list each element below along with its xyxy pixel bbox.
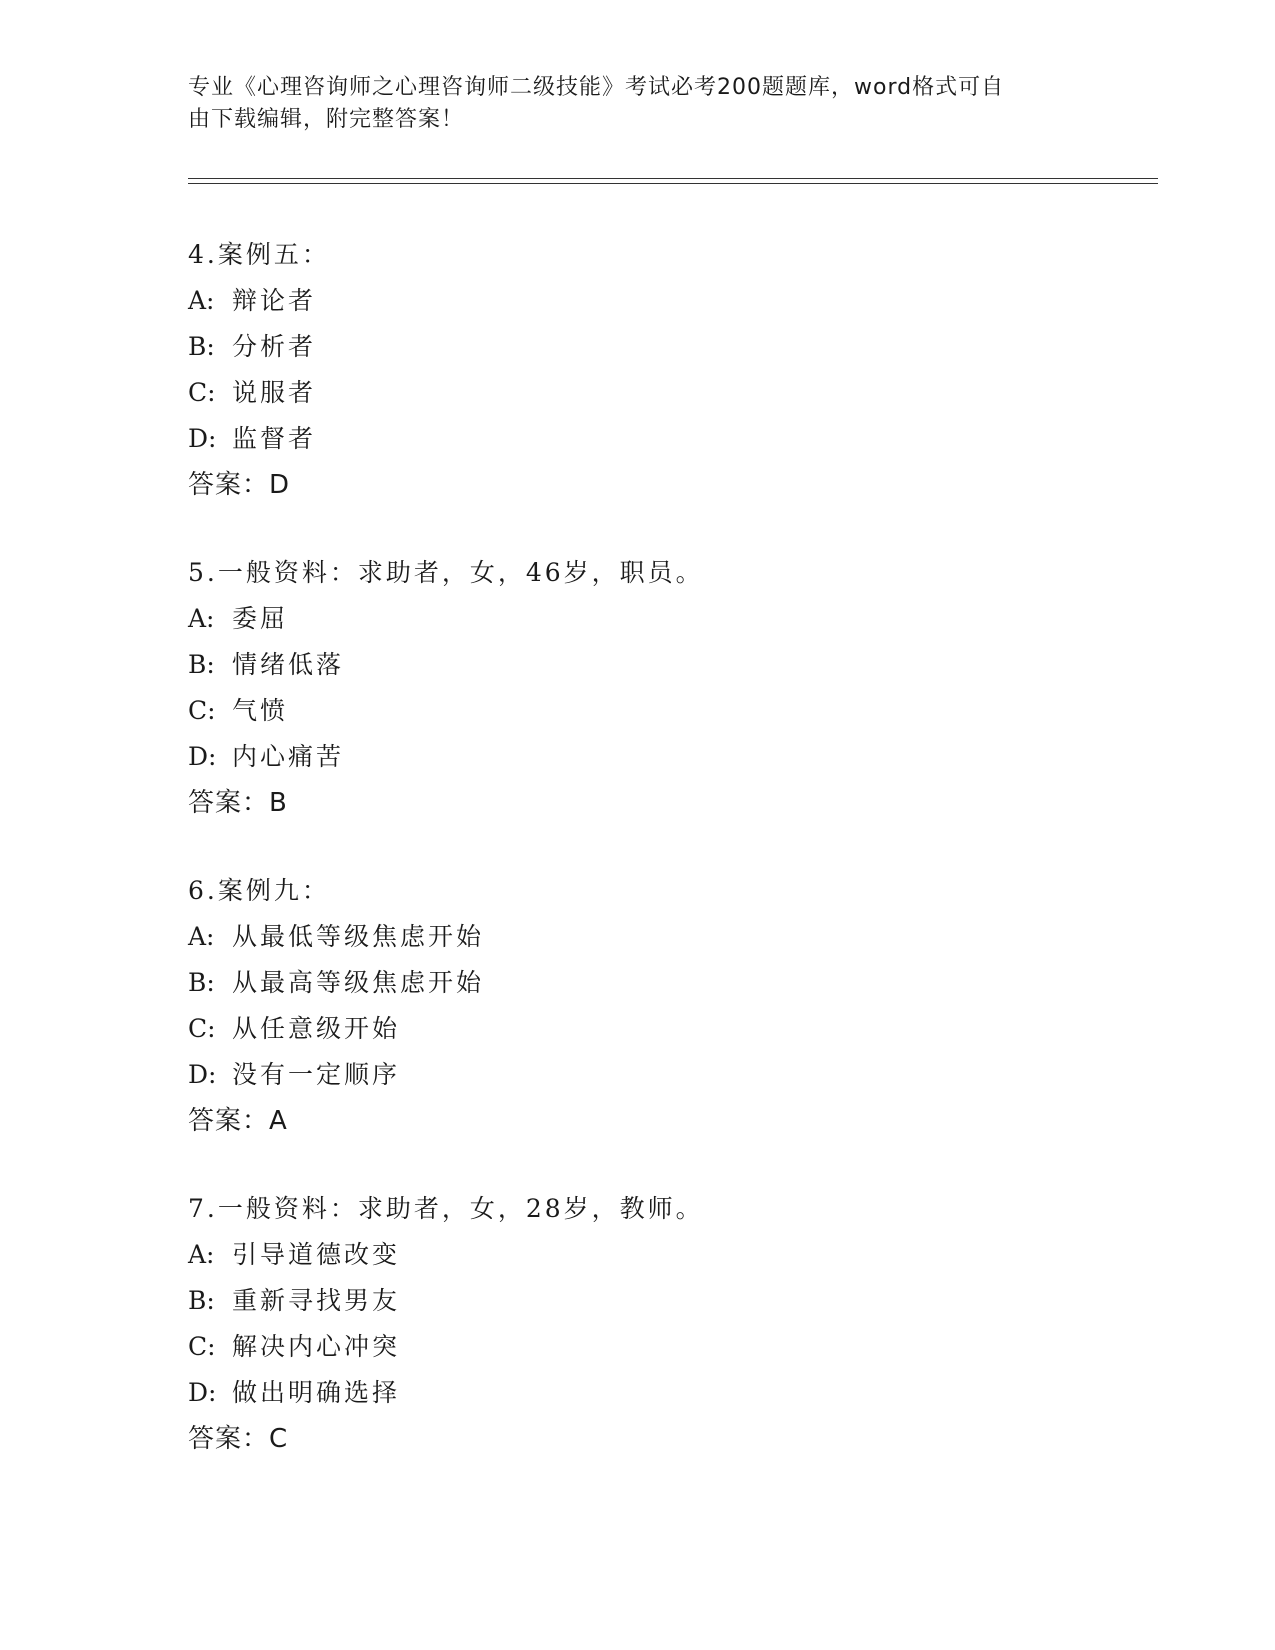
option-a [188,914,1148,960]
option-c [188,1324,1148,1370]
question-6 [188,868,1148,1144]
option-b [188,1278,1148,1324]
question-number: 7. [188,1194,218,1223]
option-d [188,1370,1148,1416]
header-line-1: 专业《心理咨询师之心理咨询师二级技能》考试必考200题题库，word格式可自 [188,75,1005,100]
question-number: 5. [188,558,218,587]
option-d [188,1052,1148,1098]
option-text: 监督者 [232,424,317,453]
question-text: 一般资料：求助者，女，28岁，教师。 [217,1194,704,1223]
option-text: 做出明确选择 [232,1378,401,1407]
header-divider-top [188,178,1158,179]
question-5 [188,550,1148,826]
question-stem [188,232,1148,278]
answer-line: 答案：C [188,1424,289,1454]
question-stem [188,550,1148,596]
option-key: D: [188,1060,217,1089]
question-number: 4. [188,240,218,269]
option-text: 情绪低落 [232,650,345,679]
option-key: A: [188,286,215,315]
option-key: B: [188,968,215,997]
option-key: C: [188,378,216,407]
option-b [188,324,1148,370]
option-text: 从任意级开始 [232,1014,401,1043]
option-text: 辩论者 [232,286,317,315]
question-text: 案例五： [217,240,330,269]
option-key: C: [188,1014,216,1043]
question-stem [188,1186,1148,1232]
question-7 [188,1186,1148,1462]
option-b [188,642,1148,688]
option-a [188,596,1148,642]
option-c [188,1006,1148,1052]
option-text: 重新寻找男友 [232,1286,401,1315]
question-stem [188,868,1148,914]
option-key: D: [188,424,217,453]
option-text: 引导道德改变 [232,1240,401,1269]
option-key: B: [188,1286,215,1315]
option-key: D: [188,742,217,771]
option-b [188,960,1148,1006]
option-key: B: [188,650,215,679]
answer-line: 答案：B [188,788,288,818]
option-c [188,688,1148,734]
option-key: A: [188,1240,215,1269]
document-header [188,72,1068,136]
option-text: 从最高等级焦虑开始 [232,968,485,997]
option-key: C: [188,696,216,725]
option-text: 内心痛苦 [232,742,345,771]
option-text: 分析者 [232,332,317,361]
option-key: A: [188,604,215,633]
question-text: 一般资料：求助者，女，46岁，职员。 [217,558,704,587]
option-a [188,1232,1148,1278]
option-text: 解决内心冲突 [232,1332,401,1361]
option-key: A: [188,922,215,951]
option-text: 没有一定顺序 [232,1060,401,1089]
question-list [188,232,1148,1504]
option-key: B: [188,332,215,361]
header-line-2: 由下载编辑，附完整答案！ [188,107,465,132]
option-d [188,734,1148,780]
option-text: 气愤 [232,696,289,725]
option-text: 从最低等级焦虑开始 [232,922,485,951]
question-text: 案例九： [217,876,330,905]
option-key: D: [188,1378,217,1407]
option-text: 说服者 [232,378,317,407]
option-d [188,416,1148,462]
answer-line: 答案：A [188,1106,288,1136]
option-text: 委屈 [232,604,289,633]
option-c [188,370,1148,416]
header-divider-bottom [188,183,1158,184]
question-4 [188,232,1148,508]
option-key: C: [188,1332,216,1361]
question-number: 6. [188,876,218,905]
option-a [188,278,1148,324]
answer-line: 答案：D [188,470,291,500]
